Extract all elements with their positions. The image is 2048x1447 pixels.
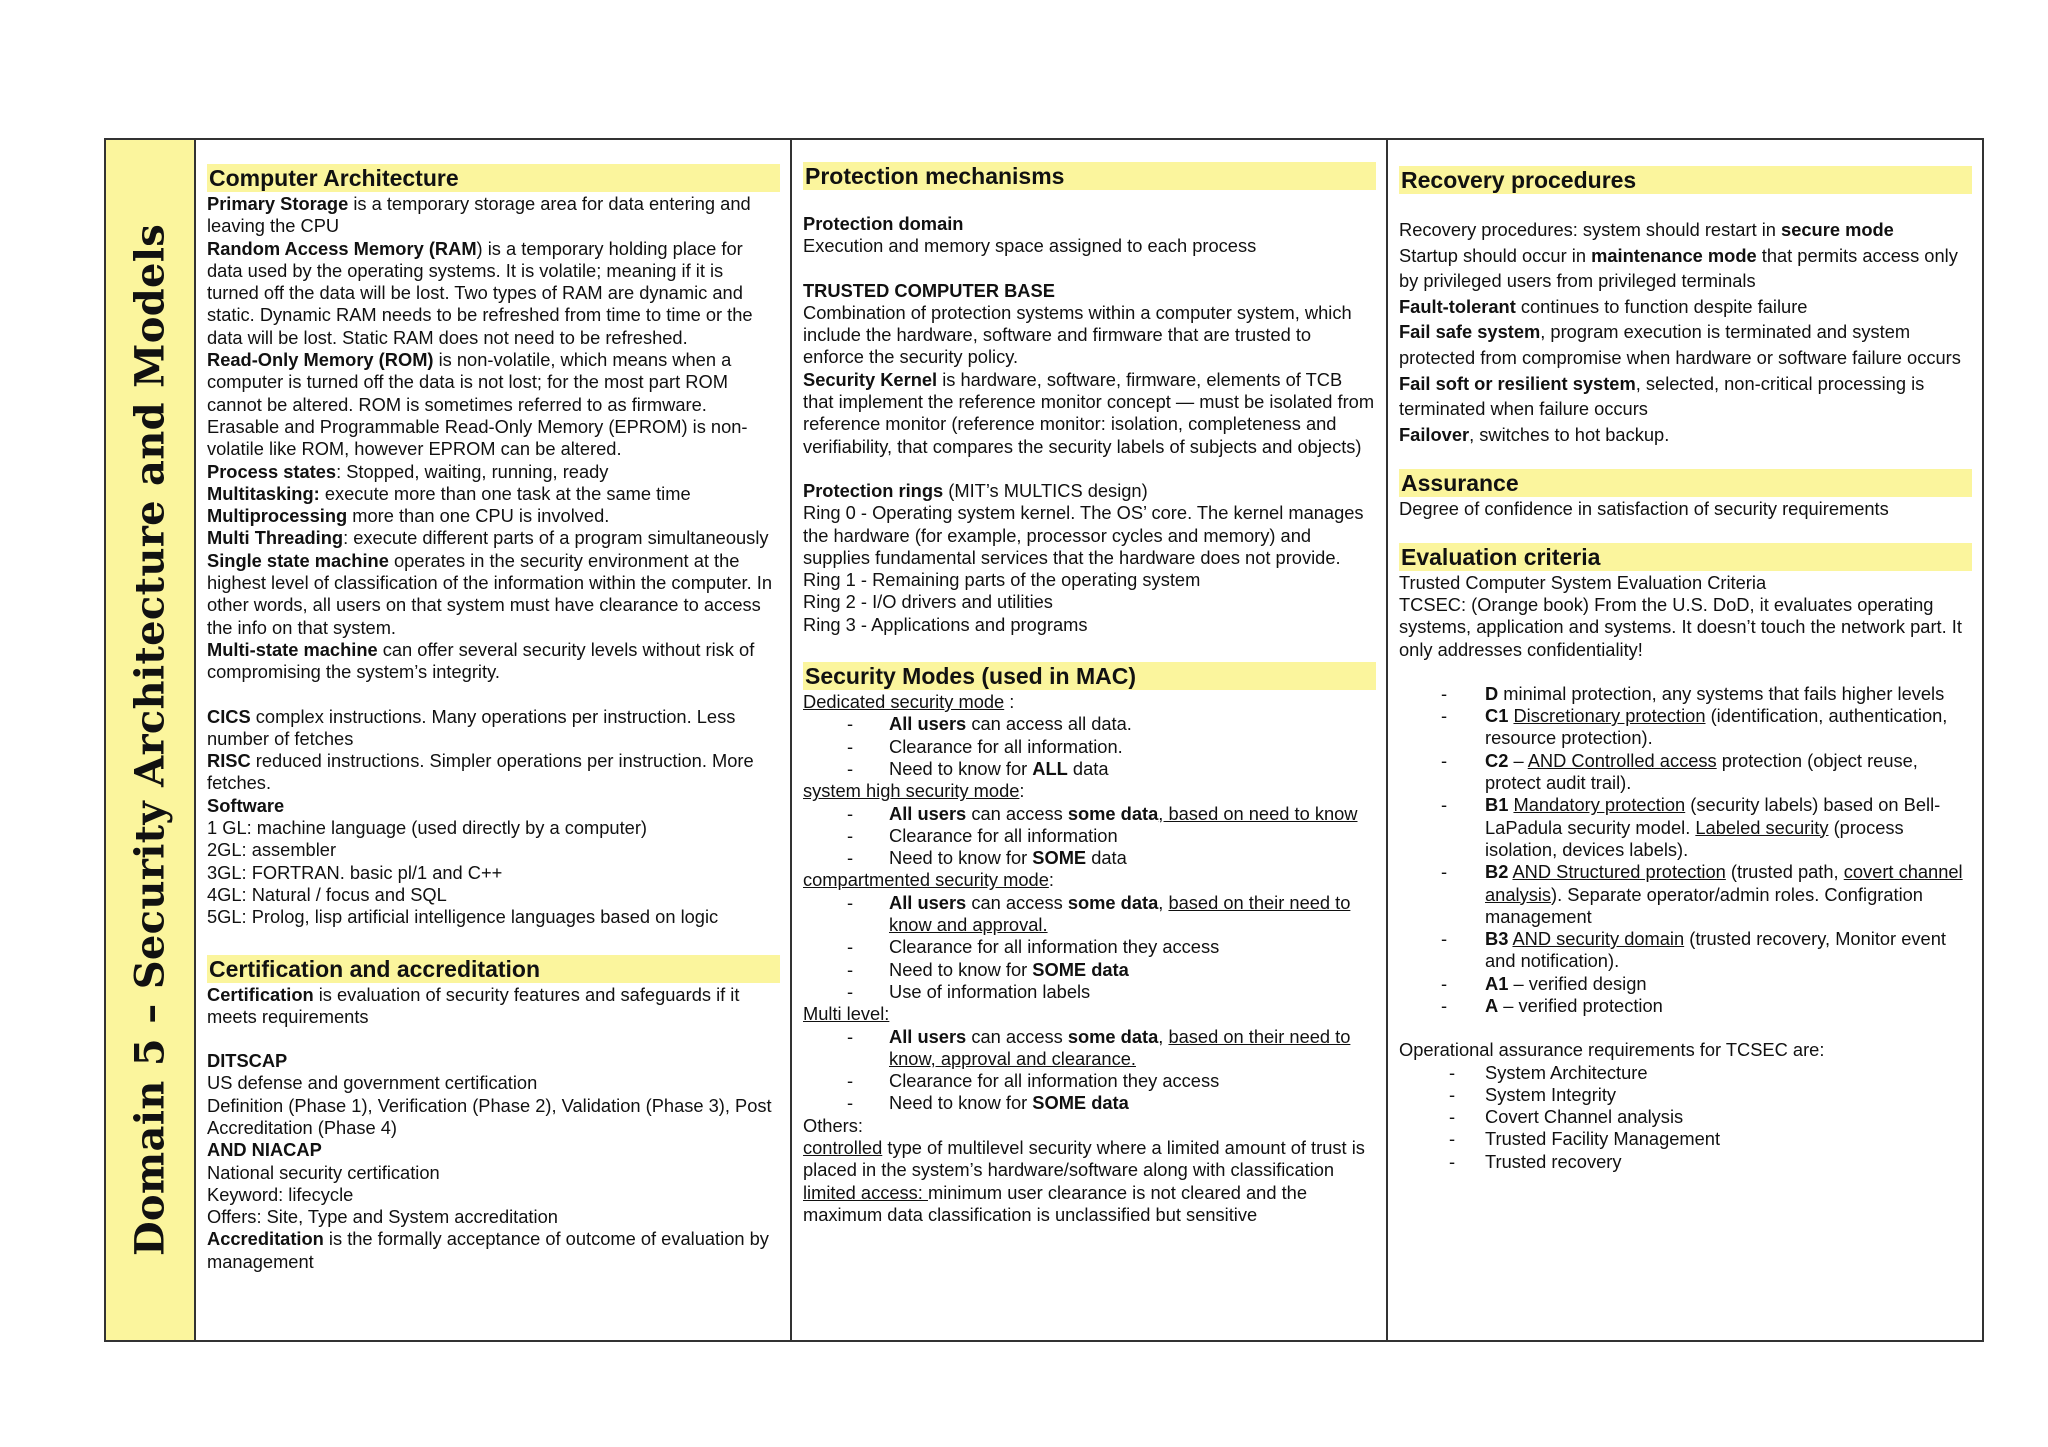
column-architecture (196, 140, 790, 1340)
list-item: - B3 AND security domain (trusted recovery, Monitor event and notification). (1441, 928, 1946, 972)
domain-sidebar (106, 140, 196, 1340)
niacap-line: Offers: Site, Type and System accreditation (207, 1206, 558, 1228)
compartmented-label: compartmented security mode: (803, 869, 1054, 891)
certification-text: Certification is evaluation of security features and safeguards if it meets requirements (207, 983, 740, 1027)
list-item: - Trusted recovery (1449, 1150, 1622, 1172)
list-item: - All users can access all data. (847, 713, 1132, 735)
tcb-text: Combination of protection systems within a computer system, which include the hardware, software and firmware that are trusted to enforce the security policy. (803, 301, 1352, 368)
limited-access-text: limited access: minimum user clearance is not cleared and the maximum data classification is unclassified but sensitive (803, 1181, 1307, 1225)
list-item: - All users can access some data, based on their need to know, approval and clearance. (847, 1025, 1351, 1069)
heading-evaluation-criteria: Evaluation criteria (1399, 543, 1972, 571)
gl-item: 1 GL: machine language (used directly by a computer) (207, 817, 647, 839)
tcsec-text: TCSEC: (Orange book) From the U.S. DoD, it evaluates operating systems, application and systems. It doesn’t touch the network part. It only addresses confidentiality! (1399, 593, 1962, 660)
list-item: - Use of information labels (847, 980, 1091, 1002)
heading-computer-architecture: Computer Architecture (207, 164, 780, 192)
multitasking-text: Multitasking: execute more than one task at the same time (207, 482, 691, 504)
gl-item: 2GL: assembler (207, 839, 337, 861)
fail-safe-text: Fail safe system, program execution is terminated and system protected from compromise when hardware or software failure occurs (1399, 321, 1961, 368)
heading-assurance: Assurance (1399, 469, 1972, 497)
list-item: - Trusted Facility Management (1449, 1128, 1721, 1150)
primary-storage-text: Primary Storage is a temporary storage area for data entering and leaving the CPU (207, 193, 751, 237)
ditscap-line: Definition (Phase 1), Verification (Phase 2), Validation (Phase 3), Post Accreditation (Phase 4) (207, 1094, 772, 1138)
protection-rings-label: Protection rings (MIT’s MULTICS design) (803, 479, 1148, 501)
heading-security-modes: Security Modes (used in MAC) (803, 662, 1376, 690)
list-item: - Clearance for all information. (847, 735, 1123, 757)
fault-tolerant-text: Fault-tolerant continues to function despite failure (1399, 295, 1808, 317)
risc-text: RISC reduced instructions. Simpler operations per instruction. More fetches. (207, 750, 754, 794)
list-item: - Need to know for SOME data (847, 958, 1129, 980)
ditscap-label: DITSCAP (207, 1050, 288, 1072)
protection-domain-label: Protection domain (803, 213, 964, 234)
security-kernel-text: Security Kernel is hardware, software, firmware, elements of TCB that implement the reference monitor concept — must be isolated from reference monitor (reference monitor: isolation, completeness and verifiability, that compares the security labels of subjects and objects) (803, 368, 1375, 457)
heading-certification: Certification and accreditation (207, 955, 780, 983)
list-item: - Need to know for SOME data (847, 1092, 1129, 1114)
gl-item: 4GL: Natural / focus and SQL (207, 883, 447, 905)
ring-3: Ring 3 - Applications and programs (803, 613, 1088, 635)
dedicated-mode-label: Dedicated security mode : (803, 691, 1015, 713)
list-item: - A1 – verified design (1441, 972, 1647, 994)
list-item: - Covert Channel analysis (1449, 1106, 1684, 1128)
ring-1: Ring 1 - Remaining parts of the operating system (803, 569, 1201, 591)
failover-text: Failover, switches to hot backup. (1399, 423, 1670, 445)
others-label: Others: (803, 1114, 863, 1136)
tcsec-title: Trusted Computer System Evaluation Criteria (1399, 571, 1767, 593)
system-high-label: system high security mode: (803, 780, 1025, 802)
niacap-line: National security certification (207, 1161, 440, 1183)
single-state-text: Single state machine operates in the security environment at the highest level of classification of the information within the computer. In other words, all users on that system must have clearance to access the info on that system. (207, 549, 772, 638)
list-item: - All users can access some data, based on their need to know and approval. (847, 891, 1351, 936)
heading-recovery-procedures: Recovery procedures (1399, 166, 1972, 194)
list-item: - C1 Discretionary protection (identification, authentication, resource protection). (1441, 705, 1948, 749)
rom-text: Read-Only Memory (ROM) is non-volatile, which means when a computer is turned off the data is not lost; for the most part ROM cannot be altered. ROM is sometimes referred to as firmware. Erasable and Programmable Read-Only Memory (EPROM) is non-volatile like ROM, however EPROM can be altered. (207, 349, 748, 460)
recovery-text: Recovery procedures: system should restart in secure mode (1399, 219, 1894, 240)
tcb-label: TRUSTED COMPUTER BASE (803, 279, 1055, 301)
column-protection (790, 140, 1386, 1340)
list-item: - B2 AND Structured protection (trusted path, covert channel analysis). Separate operator/admin roles. Configration management (1441, 861, 1963, 927)
cheat-sheet-frame (104, 138, 1984, 1342)
list-item: - B1 Mandatory protection (security labels) based on Bell-LaPadula security model. Labeled security (process isolation, devices labels). (1441, 794, 1941, 860)
ring-2: Ring 2 - I/O drivers and utilities (803, 591, 1053, 613)
niacap-line: Keyword: lifecycle (207, 1183, 354, 1205)
gl-item: 5GL: Prolog, lisp artificial intelligence languages based on logic (207, 906, 719, 928)
software-label: Software (207, 794, 285, 816)
heading-protection-mechanisms: Protection mechanisms (803, 162, 1376, 190)
domain-title: Domain 5 – Security Architecture and Models (126, 223, 174, 1257)
ram-text: Random Access Memory (RAM) is a temporary holding place for data used by the operating systems. It is volatile; meaning if it is turned off the data will be lost. Two types of RAM are dynamic and static. Dynamic RAM needs to be refreshed from time to time or the data will be lost. Static RAM does not need to be refreshed. (207, 237, 753, 348)
accreditation-text: Accreditation is the formally acceptance of outcome of evaluation by management (207, 1228, 769, 1272)
multiprocessing-text: Multiprocessing more than one CPU is involved. (207, 505, 610, 527)
assurance-text: Degree of confidence in satisfaction of security requirements (1399, 498, 1889, 520)
controlled-text: controlled type of multilevel security where a limited amount of trust is placed in the system’s hardware/software along with classification (803, 1136, 1365, 1181)
protection-domain-text: Execution and memory space assigned to each process (803, 235, 1257, 257)
list-item: - Need to know for SOME data (847, 847, 1127, 869)
startup-text: Startup should occur in maintenance mode that permits access only by privileged users from privileged terminals (1399, 244, 1958, 292)
multithreading-text: Multi Threading: execute different parts of a program simultaneously (207, 527, 769, 549)
ditscap-line: US defense and government certification (207, 1072, 538, 1094)
list-item: - All users can access some data, based on need to know (847, 802, 1358, 824)
list-item: - System Integrity (1449, 1083, 1617, 1105)
list-item: - A – verified protection (1441, 994, 1663, 1016)
niacap-label: AND NIACAP (207, 1139, 322, 1161)
cics-text: CICS complex instructions. Many operations per instruction. Less number of fetches (207, 705, 736, 749)
list-item: - Clearance for all information they access (847, 936, 1220, 958)
list-item: - Clearance for all information they access (847, 1070, 1220, 1092)
ring-0: Ring 0 - Operating system kernel. The OS’ core. The kernel manages the hardware (for example, processor cycles and memory) and supplies fundamental services that the hardware does not provide. (803, 502, 1364, 568)
column-recovery (1386, 140, 1982, 1340)
multi-level-label: Multi level: (803, 1003, 890, 1025)
process-states-text: Process states: Stopped, waiting, running, ready (207, 460, 609, 482)
list-item: - Clearance for all information (847, 824, 1118, 846)
multi-state-text: Multi-state machine can offer several security levels without risk of compromising the system’s integrity. (207, 638, 755, 683)
list-item: - Need to know for ALL data (847, 757, 1109, 779)
list-item: - System Architecture (1449, 1061, 1648, 1083)
list-item: - C2 – AND Controlled access protection (object reuse, protect audit trail). (1441, 749, 1918, 794)
operational-assurance-label: Operational assurance requirements for TCSEC are: (1399, 1039, 1825, 1061)
list-item: - D minimal protection, any systems that fails higher levels (1441, 682, 1945, 704)
gl-item: 3GL: FORTRAN. basic pl/1 and C++ (207, 861, 503, 883)
fail-soft-text: Fail soft or resilient system, selected, non-critical processing is terminated when failure occurs (1399, 372, 1925, 420)
